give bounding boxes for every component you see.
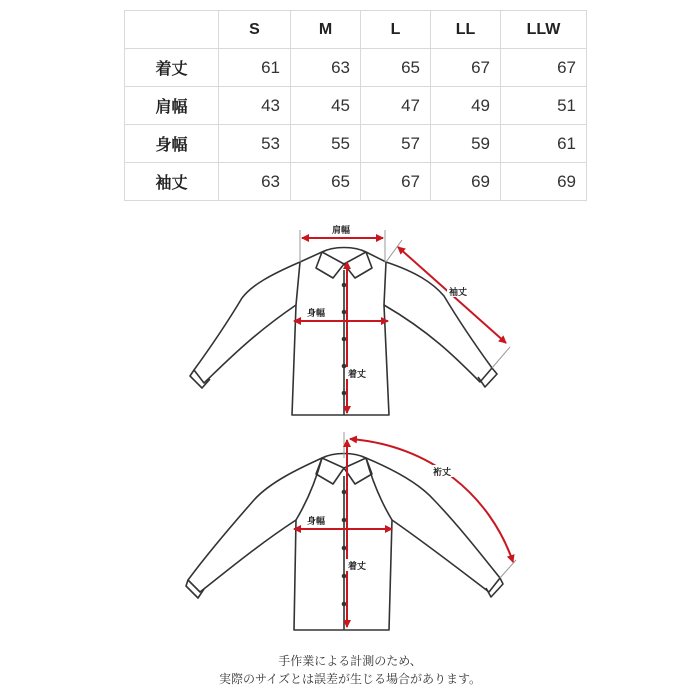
raglan-body-length-label: 着丈 xyxy=(348,562,367,572)
raglan-chest-width-label: 身幅 xyxy=(307,517,326,527)
table-cell: 69 xyxy=(431,163,501,201)
table-cell: 63 xyxy=(219,163,291,201)
header-size-llw: LLW xyxy=(501,11,587,49)
button xyxy=(342,574,347,579)
top-measure-labels xyxy=(305,223,471,380)
shoulder-width-label: 肩幅 xyxy=(332,226,351,236)
button xyxy=(342,490,347,495)
raglan-left-cuff xyxy=(186,580,204,598)
header-size-l: L xyxy=(361,11,431,49)
yuki-length-arrow xyxy=(350,439,513,562)
bottom-guides xyxy=(344,432,516,578)
header-size-ll: LL xyxy=(431,11,501,49)
collar-back xyxy=(322,248,366,253)
right-cuff xyxy=(478,368,497,387)
table-cell: 69 xyxy=(501,163,587,201)
table-cell: 51 xyxy=(501,87,587,125)
row-label: 袖丈 xyxy=(125,163,219,201)
header-size-m: M xyxy=(291,11,361,49)
table-cell: 47 xyxy=(361,87,431,125)
table-cell: 49 xyxy=(431,87,501,125)
button xyxy=(342,602,347,607)
left-sleeve-outline xyxy=(194,262,300,383)
table-cell: 67 xyxy=(501,49,587,87)
table-cell: 67 xyxy=(361,163,431,201)
row-label: 着丈 xyxy=(125,49,219,87)
sleeve-guide-top xyxy=(386,240,402,262)
table-cell: 55 xyxy=(291,125,361,163)
body-length-label: 着丈 xyxy=(348,370,367,380)
table-cell: 65 xyxy=(291,163,361,201)
table-cell: 43 xyxy=(219,87,291,125)
top-measure-lines xyxy=(294,238,506,413)
button xyxy=(342,518,347,523)
row-label: 身幅 xyxy=(125,125,219,163)
table-cell: 53 xyxy=(219,125,291,163)
sleeve-length-label: 袖丈 xyxy=(449,288,468,298)
raglan-left-sleeve-outline xyxy=(188,458,322,592)
table-cell: 45 xyxy=(291,87,361,125)
button xyxy=(342,546,347,551)
raglan-right-sleeve-outline xyxy=(366,458,500,592)
raglan-right-cuff xyxy=(486,578,503,597)
table-cell: 57 xyxy=(361,125,431,163)
button xyxy=(342,337,347,342)
button xyxy=(342,391,347,396)
table-cell: 63 xyxy=(291,49,361,87)
yuki-length-label: 裄丈 xyxy=(433,468,452,478)
sleeve-guide-bottom xyxy=(492,347,510,368)
right-sleeve-outline xyxy=(384,262,492,382)
button xyxy=(342,283,347,288)
table-cell: 61 xyxy=(501,125,587,163)
row-label: 肩幅 xyxy=(125,87,219,125)
shirt-diagram-set-in-sleeve xyxy=(190,248,497,416)
header-size-s: S xyxy=(219,11,291,49)
shirt-body-outline xyxy=(292,252,389,415)
table-cell: 61 xyxy=(219,49,291,87)
button xyxy=(342,364,347,369)
yuki-guide-bottom xyxy=(500,560,516,578)
table-cell: 59 xyxy=(431,125,501,163)
top-guides xyxy=(300,230,510,368)
chest-width-label: 身幅 xyxy=(307,309,326,319)
note-line-2: 実際のサイズとは誤差が生じる場合があります。 xyxy=(218,672,482,686)
table-cell: 65 xyxy=(361,49,431,87)
note-line-1: 手作業による計測のため、 xyxy=(278,654,422,668)
button xyxy=(342,310,347,315)
table-cell: 67 xyxy=(431,49,501,87)
bottom-measure-lines xyxy=(294,439,513,627)
